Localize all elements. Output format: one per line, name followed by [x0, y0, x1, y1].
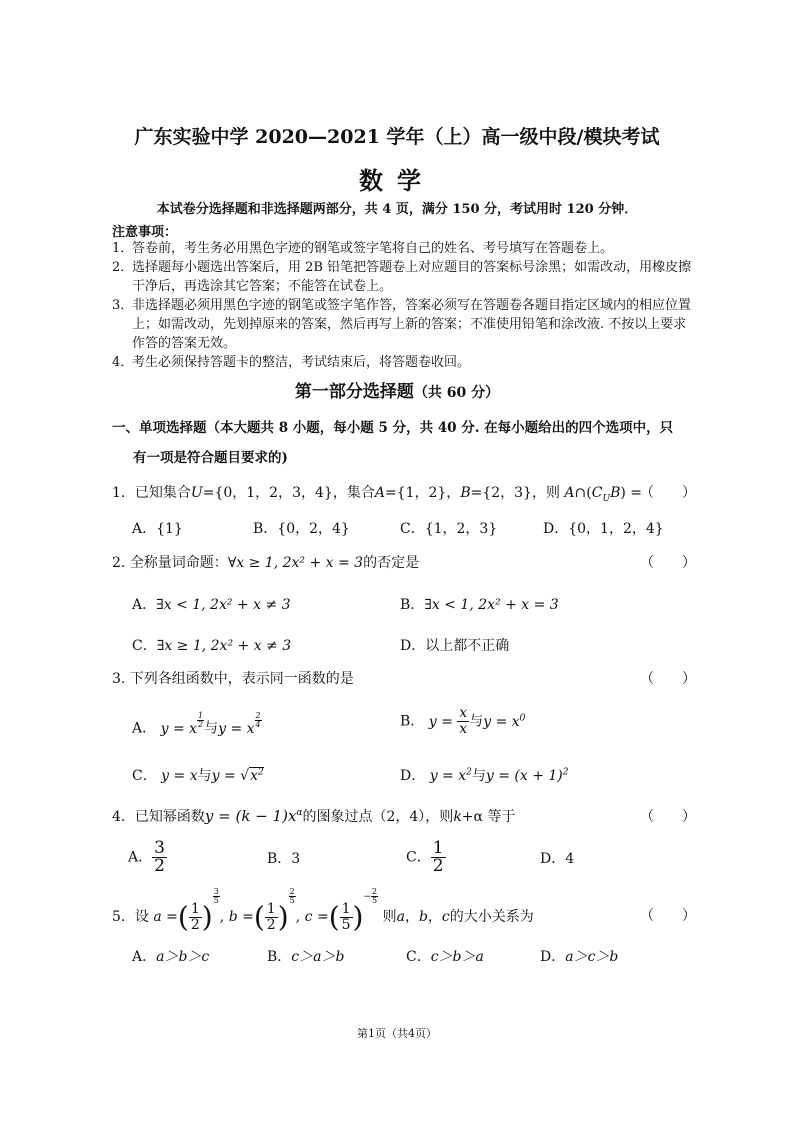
option-d: D．4	[540, 851, 575, 867]
option-d: D．{0，1，2，4}	[543, 521, 664, 537]
question-5: 5．设 a =( $\frac{1}{2}$ ) $\frac{3}{5}$ , b =( $\frac{1}{2}$ ) $\frac{2}{5}$ , c =( $\frac{1}{5}$ )− $\frac{2}{5}$ 则a，b，c的大小关系为	[112, 887, 534, 934]
question-expression: $\frac{1}{5}$	[341, 900, 351, 933]
conjunction: 与	[471, 768, 486, 784]
option-c	[406, 840, 446, 875]
question-number: 5．	[112, 909, 135, 925]
question-text: 已知集合	[134, 485, 191, 501]
question-expression: $\frac{3}{5}$	[213, 887, 219, 905]
question-expression: $\frac{1}{2}$	[266, 900, 276, 933]
question-number: 2.	[112, 555, 126, 571]
answer-parentheses: （ ）	[640, 908, 696, 924]
question-expression: −	[363, 892, 372, 902]
set-a-symbol: A	[374, 485, 385, 501]
set-b-value: ={2，3}，则	[470, 485, 560, 501]
question-expression: )	[352, 900, 364, 934]
option-letter: C．	[406, 949, 431, 965]
section-heading: 一、单项选择题（本大题共 8 小题，每小题 5 分，共 40 分. 在每小题给出的四个选项中，只	[112, 420, 674, 436]
answer-parentheses: （ ）	[640, 809, 696, 825]
part-title-text: 第一部分选择题	[294, 382, 414, 402]
set-u-value: ={0，1，2，3，4}，集合	[202, 485, 375, 501]
option-expression: y = x	[161, 768, 198, 784]
option-a	[132, 594, 291, 614]
option-b: B．3	[267, 851, 301, 867]
option-expression: a＞c＞b	[565, 949, 619, 965]
question-4	[112, 806, 515, 826]
question-expression: b	[418, 909, 428, 925]
conjunction: 与	[204, 720, 219, 737]
option-expression: y = $\frac{x}{x}$	[428, 705, 468, 737]
option-d: D．以上都不正确	[400, 638, 510, 654]
section-heading-cont: 有一项是符合题目要求的)	[133, 450, 288, 466]
option-b	[400, 706, 525, 737]
question-expression: $\frac{1}{2}$	[190, 900, 200, 933]
question-expression: $y = (k - 1)x^\alpha$	[204, 807, 303, 825]
note-text: 非选择题必须用黑色字迹的钢笔或签字笔作答，答案必须写在答题卷各题目指定区域内的相应位置上；如需改动，先划掉原来的答案，然后再写上新的答案；不准使用铅笔和涂改液. 不按以上要求作答的答案无效。	[132, 298, 692, 351]
answer-parentheses: （ ）	[640, 555, 696, 571]
question-expression: $\frac{2}{5}$	[289, 887, 295, 905]
subject-title: 数学	[359, 166, 435, 195]
question-text: 已知幂函数	[134, 809, 205, 825]
note-item	[112, 258, 692, 296]
option-expression: a＞b＞c	[156, 949, 210, 965]
option-expression: $y = √x^2$	[211, 767, 264, 784]
note-number: 4．	[112, 355, 134, 370]
set-expression: $A\cap(C_UB)$	[564, 485, 626, 504]
option-letter: C．	[406, 849, 431, 866]
option-c: C．{1，2，3}	[400, 521, 498, 537]
note-item	[112, 353, 692, 372]
note-number: 3．	[112, 298, 134, 313]
question-tail: 的图象过点（2，4），则	[302, 809, 454, 825]
question-tail: =	[625, 485, 643, 501]
option-letter: A．	[132, 597, 157, 613]
note-number: 1．	[112, 241, 134, 256]
option-expression: ∃x ≥ 1, 2x² + x ≠ 3	[156, 638, 292, 654]
option-b: B．{0，2，4}	[253, 521, 350, 537]
option-expression: y = x $\frac{1}{2}$	[160, 711, 204, 737]
option-expression: $y = (x + 1)^2$	[485, 767, 569, 784]
question-expression: )	[277, 900, 289, 934]
question-expression: c =	[304, 909, 329, 925]
option-expression: ∃x < 1, 2x² + x = 3	[424, 597, 559, 613]
option-letter: A．	[128, 849, 153, 866]
option-letter: B．	[400, 713, 425, 730]
question-expression: (	[328, 900, 340, 934]
question-text: 全称量词命题：	[129, 555, 228, 571]
option-d	[540, 946, 618, 966]
option-letter: A．	[132, 949, 157, 965]
option-expression: ∃x < 1, 2x² + x ≠ 3	[156, 597, 291, 613]
option-a	[128, 840, 167, 875]
option-c	[132, 765, 264, 785]
conjunction: 与	[469, 713, 484, 730]
exam-title: 广东实验中学 2020—2021 学年（上）高一级中段/模块考试	[134, 126, 660, 148]
note-text: 答卷前，考生务必用黑色字迹的钢笔或签字笔将自己的姓名、考号填写在答题卷上。	[132, 241, 614, 256]
question-expression: $\frac{2}{5}$	[372, 887, 378, 905]
notes-title: 注意事项：	[112, 225, 178, 240]
note-number: 2．	[112, 260, 134, 275]
option-expression: $\frac{1}{2}$	[432, 838, 444, 876]
question-expression: (	[177, 900, 189, 934]
question-number: 1．	[112, 485, 135, 501]
question-tail: 则	[382, 909, 397, 925]
option-a	[132, 712, 262, 738]
question-tail: 的大小关系为	[449, 909, 534, 925]
page-footer: 第1页（共4页）	[357, 1027, 437, 1040]
answer-parentheses: （ ）	[640, 671, 696, 687]
set-u-symbol: U	[190, 485, 203, 501]
question-3	[112, 668, 354, 688]
option-b	[267, 946, 344, 966]
answer-parentheses: （ ）	[640, 485, 696, 501]
note-text: 选择题每小题选出答案后，用 2B 铅笔把答题卷上对应题目的答案标号涂黑；如需改动，用橡皮擦干净后，再选涂其它答案；不能答在试卷上。	[132, 260, 692, 294]
question-expression: a	[396, 909, 405, 925]
question-tail: 的否定是	[363, 555, 420, 571]
option-a	[132, 946, 209, 966]
question-expression: (	[253, 900, 265, 934]
option-letter: A．	[132, 720, 157, 737]
option-letter: D．	[400, 768, 426, 784]
option-letter: C．	[132, 768, 157, 784]
question-2	[112, 552, 419, 572]
option-letter: D．	[540, 949, 566, 965]
option-letter: B．	[267, 949, 292, 965]
question-tail: 等于	[487, 809, 516, 825]
option-c	[406, 946, 484, 966]
question-number: 3.	[112, 671, 126, 687]
option-d	[400, 765, 569, 785]
option-expression: y = x $\frac{2}{4}$	[218, 711, 261, 737]
option-expression: $\frac{3}{2}$	[154, 838, 165, 876]
set-a-value: ={1，2}，	[384, 485, 461, 501]
option-expression: $y = x^2$	[429, 767, 472, 784]
question-expression: b =	[228, 909, 254, 925]
note-text: 考生必须保持答题卡的整洁，考试结束后，将答题卷收回。	[132, 355, 471, 370]
option-c	[132, 635, 291, 655]
option-expression: $y = x^0$	[483, 712, 526, 730]
part-title	[0, 377, 794, 402]
option-letter: B．	[400, 597, 425, 613]
question-text: 下列各组函数中，表示同一函数的是	[129, 671, 354, 687]
option-expression: c＞a＞b	[291, 949, 345, 965]
note-item	[112, 239, 692, 258]
exam-intro: 本试卷分选择题和非选择题两部分，共 4 页，满分 150 分，考试用时 120 分钟．	[156, 202, 638, 217]
option-a: A．{1}	[132, 521, 183, 537]
question-expression: +α	[461, 809, 488, 825]
set-b-symbol: B	[460, 485, 471, 501]
option-letter: C．	[132, 638, 157, 654]
question-expression: )	[201, 900, 213, 934]
question-expression: c	[441, 909, 450, 925]
option-b	[400, 594, 559, 614]
conjunction: 与	[197, 768, 212, 784]
question-expression: ∀x ≥ 1, 2x² + x = 3	[227, 555, 364, 571]
question-text: 设	[134, 909, 149, 925]
question-expression: a =	[153, 909, 178, 925]
question-number: 4．	[112, 809, 135, 825]
part-score: （共 60 分）	[413, 385, 500, 401]
note-item	[112, 296, 692, 353]
option-expression: c＞b＞a	[430, 949, 484, 965]
question-1	[112, 482, 642, 504]
question-expression: k	[453, 809, 462, 825]
